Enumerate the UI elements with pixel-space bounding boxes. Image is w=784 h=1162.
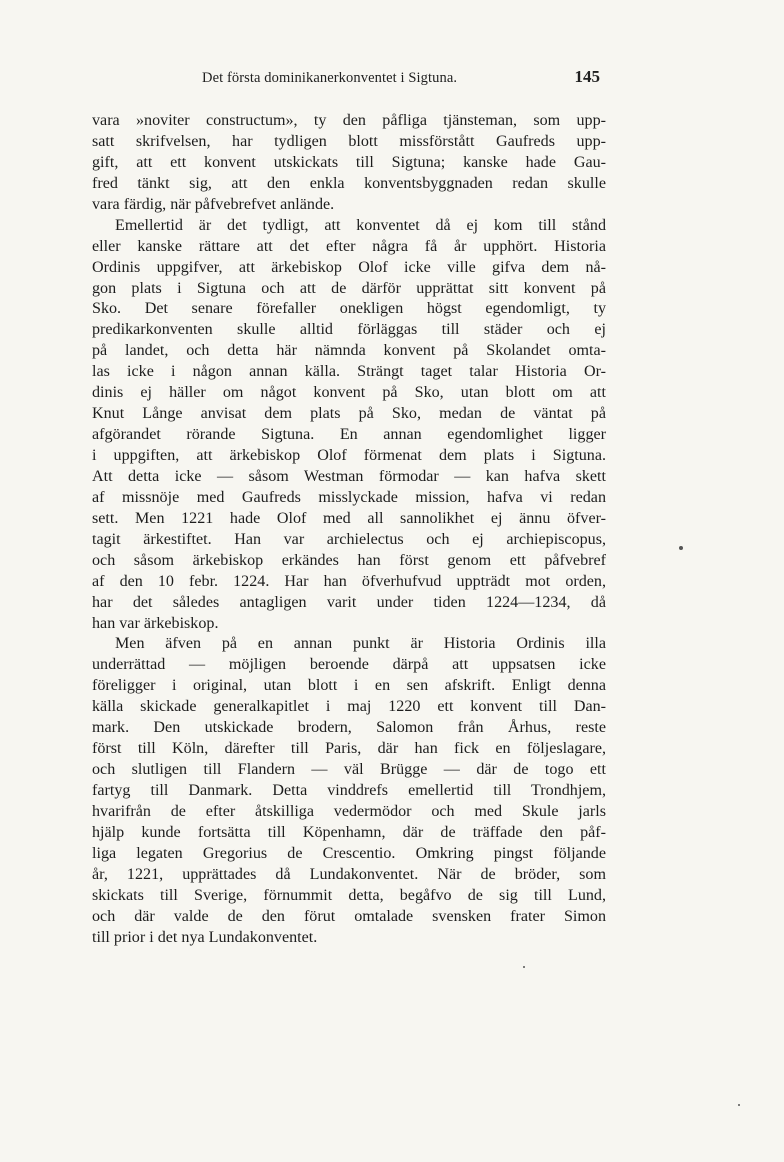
text-line: predikarkonventen skulle alltid förläggas till städer och ej (92, 321, 606, 339)
running-title: Det första dominikanerkonventet i Sigtuna. (202, 70, 458, 86)
text-line: Sko. Det senare förefaller onekligen högst egendomligt, ty (92, 300, 606, 318)
text-line: Att detta icke — såsom Westman förmodar — kan hafva skett (92, 467, 606, 485)
text-line: liga legaten Gregorius de Crescentio. Omkring pingst följande (92, 844, 606, 862)
text-line: fartyg till Danmark. Detta vinddrefs emellertid till Trondhjem, (92, 782, 606, 799)
text-line: mark. Den utskickade brodern, Salomon från Århus, reste (92, 719, 606, 737)
page-number: 145 (574, 67, 600, 86)
paragraph-3 (92, 634, 606, 948)
text-line: dinis ej häller om något konvent på Sko, utan blott om att (92, 384, 606, 402)
text-line: las icke i någon annan källa. Strängt taget talar Historia Or- (92, 363, 606, 381)
text-line: hjälp kunde fortsätta till Köpenhamn, där de träffade den påf- (92, 823, 606, 841)
text-line: Men äfven på en annan punkt är Historia Ordinis illa (115, 635, 606, 653)
text-line: först till Köln, därefter till Paris, där han fick en följeslagare, (92, 740, 606, 758)
print-speck (679, 546, 683, 550)
text-line: källa skickade generalkapitlet i maj 1220 ett konvent till Dan- (92, 698, 606, 716)
text-line: vara »noviter constructum», ty den påfliga tjänsteman, som upp- (92, 112, 606, 129)
text-line: vara färdig, när påfvebrefvet anlände. (92, 195, 335, 213)
text-line: underrättad — möjligen beroende därpå att uppsatsen icke (92, 656, 606, 674)
text-line: i uppgiften, att ärkebiskop Olof förmenat dem plats i Sigtuna. (92, 447, 606, 464)
text-line: gon plats i Sigtuna och att de därför upprättat sitt konvent på (92, 279, 606, 297)
print-speck (523, 966, 525, 968)
text-line: har det således antagligen varit under tiden 1224—1234, då (92, 593, 606, 611)
text-line: föreligger i original, utan blott i en sen afskrift. Enligt denna (92, 677, 606, 695)
text-line: och slutligen till Flandern — väl Brügge — där de togo ett (92, 761, 606, 779)
text-line: hvarifrån de efter åtskilliga vedermödor och med Skule jarls (92, 802, 606, 820)
text-line: sett. Men 1221 hade Olof med all sannolikhet ej ännu öfver- (92, 509, 606, 527)
text-line: af missnöje med Gaufreds misslyckade mission, hafva vi redan (92, 488, 606, 506)
text-line: till prior i det nya Lundakonventet. (92, 928, 318, 946)
text-line: satt skrifvelsen, har tydligen blott missförstått Gaufreds upp- (92, 132, 606, 150)
text-line: han var ärkebiskop. (92, 614, 219, 632)
text-line: eller kanske rättare att det efter några få år upphört. Historia (92, 237, 606, 255)
body-text (92, 111, 606, 949)
text-line: skickats till Sverige, förnummit detta, begåfvo de sig till Lund, (92, 886, 606, 904)
text-line: på landet, och detta här nämnda konvent på Skolandet omta- (92, 342, 606, 360)
text-line: och såsom ärkebiskop erkändes han först genom ett påfvebref (92, 551, 606, 569)
text-line: och där valde de den förut omtalade svensken frater Simon (92, 907, 606, 925)
text-line: afgörandet rörande Sigtuna. En annan egendomlighet ligger (92, 426, 606, 444)
running-head (202, 67, 622, 92)
text-line: gift, att ett konvent utskickats till Sigtuna; kanske hade Gau- (92, 153, 606, 171)
print-speck (738, 1104, 740, 1106)
paragraph-2 (92, 216, 606, 635)
text-line: år, 1221, upprättades då Lundakonventet. När de bröder, som (92, 865, 606, 883)
text-line: af den 10 febr. 1224. Har han öfverhufvud uppträdt mot orden, (92, 572, 606, 590)
text-line: fred tänkt sig, att den enkla konventsbyggnaden redan skulle (92, 174, 606, 192)
text-line: tagit ärkestiftet. Han var archielectus och ej archiepiscopus, (92, 530, 606, 548)
paragraph-1 (92, 111, 606, 216)
text-line: Emellertid är det tydligt, att konventet då ej kom till stånd (115, 216, 606, 234)
text-line: Knut Långe anvisat dem plats på Sko, medan de väntat på (92, 405, 606, 423)
text-line: Ordinis uppgifver, att ärkebiskop Olof icke ville gifva dem nå- (92, 258, 606, 276)
